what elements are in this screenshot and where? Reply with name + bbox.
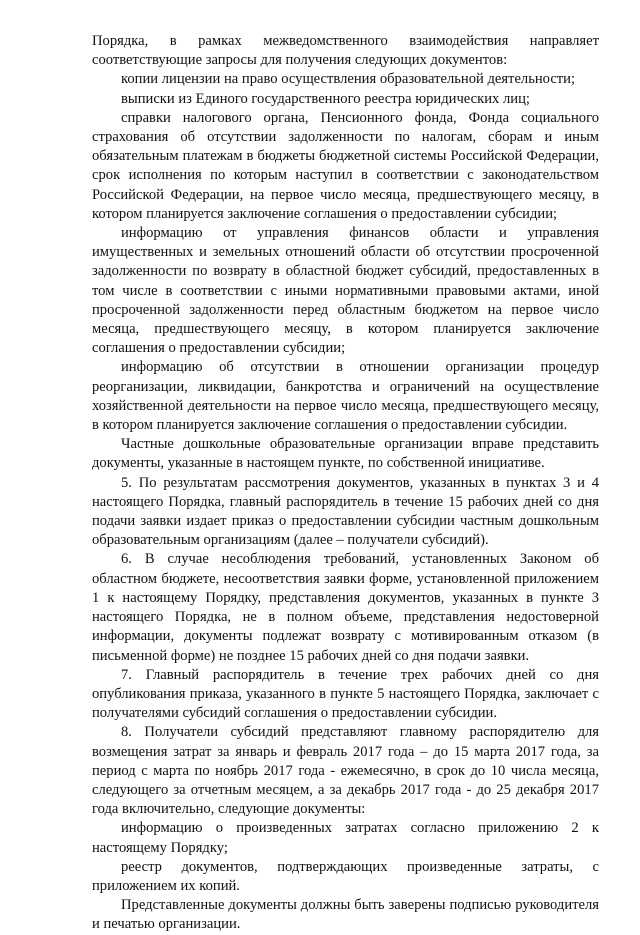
list-item-documents-registry: реестр документов, подтверждающих произведенные затраты, с приложением их копий. [92, 858, 599, 894]
list-item-finance-info: информацию от управления финансов области и управления имущественных и земельных отношений области об отсутствии просроченной задолженности по возврату в областной бюджет субсидий, предоставленных в том числе в соответствии с иными нормативными правовыми актами, иной просроченной задолженности перед областным бюджетом на первое число месяца, предшествующего месяцу, в котором планируется заключение соглашения о предоставлении субсидии; [92, 225, 599, 357]
paragraph-certification: Представленные документы должны быть заверены подписью руководителя и печатью организации. [92, 897, 599, 933]
list-item-reorganization-info: информацию об отсутствии в отношении организации процедур реорганизации, ликвидации, банкротства и ограничений на осуществление хозяйственной деятельности на первое число месяца, предшествующего месяцу, в котором планируется заключение соглашения о предоставлении субсидии. [92, 359, 599, 434]
paragraph-continuation: Порядка, в рамках межведомственного взаимодействия направляет соответствующие запросы для получения следующих документов: [92, 33, 599, 69]
document-page [92, 32, 599, 935]
list-item-tax-certificates: справки налогового органа, Пенсионного фонда, Фонда социального страхования об отсутствии задолженности по налогам, сборам и иным обязательным платежам в бюджеты бюджетной системы Российской Федерации, срок исполнения по которым наступил в соответствии с законодательством Российской Федерации, на первое число месяца, предшествующего месяцу, в котором планируется заключение соглашения о предоставлении субсидии; [92, 109, 599, 222]
paragraph-clause-7: 7. Главный распорядитель в течение трех рабочих дней со дня опубликования приказа, указанного в пункте 5 настоящего Порядка, заключает с получателями субсидий соглашения о предоставлении субсидии. [92, 666, 599, 722]
paragraph-clause-8: 8. Получатели субсидий представляют главному распорядителю для возмещения затрат за январь и февраль 2017 года – до 15 марта 2017 года, за период с марта по ноябрь 2017 года - ежемесячно, в срок до 10 числа месяца, следующего за отчетным месяцем, а за декабрь 2017 года - до 25 декабря 2017 года включительно, следующие документы: [92, 724, 599, 818]
paragraph-clause-6: 6. В случае несоблюдения требований, установленных Законом об областном бюджете, несоответствия заявки форме, установленной приложением 1 к настоящему Порядку, представления документов, указанных в пункте 3 настоящего Порядка, не в полном объеме, представления недостоверной информации, документы подлежат возврату с мотивированным отказом (в письменной форме) не позднее 15 рабочих дней со дня подачи заявки. [92, 551, 599, 664]
paragraph-clause-5: 5. По результатам рассмотрения документов, указанных в пунктах 3 и 4 настоящего Порядка, главный распорядитель в течение 15 рабочих дней со дня подачи заявки издает приказ о предоставлении субсидии частным дошкольным образовательным организациям (далее – получатели субсидий). [92, 474, 599, 549]
list-item-costs-info: информацию о произведенных затратах согласно приложению 2 к настоящему Порядку; [92, 820, 599, 856]
list-item-license: копии лицензии на право осуществления образовательной деятельности; [121, 71, 576, 88]
paragraph-own-initiative: Частные дошкольные образовательные организации вправе представить документы, указанные в настоящем пункте, по собственной инициативе. [92, 436, 599, 472]
list-item-register-extract: выписки из Единого государственного реестра юридических лиц; [121, 90, 530, 107]
